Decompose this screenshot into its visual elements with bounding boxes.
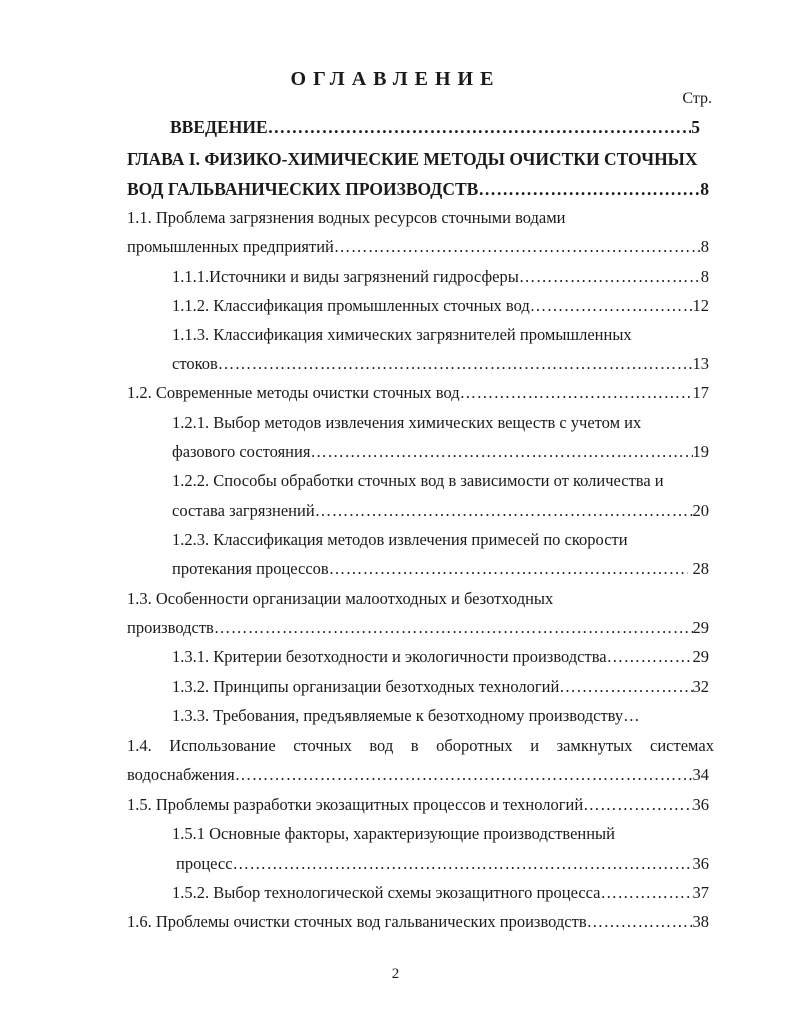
leader-dots [519, 266, 701, 288]
toc-page-number: 32 [692, 677, 709, 696]
toc-entry-text: производств [127, 618, 214, 637]
page-column-label: Стр. [682, 90, 712, 107]
toc-entry-1-1-line-1 [127, 207, 709, 229]
toc-entry-text: стоков [172, 354, 218, 373]
toc-page-number: 12 [692, 296, 709, 315]
toc-entry-1-2 [127, 382, 709, 404]
toc-entry-text: ГЛАВА I. ФИЗИКО-ХИМИЧЕСКИЕ МЕТОДЫ ОЧИСТКИ СТОЧНЫХ [127, 149, 698, 169]
toc-entry-1-1-2 [172, 295, 709, 317]
toc-entry-text: 1.3.2. Принципы организации безотходных технологий [172, 677, 560, 696]
toc-word: вод [369, 736, 394, 755]
toc-entry-text: 1.5.2. Выбор технологической схемы экозащитного процесса [172, 883, 601, 902]
leader-dots [460, 382, 693, 404]
toc-entry-1-6 [127, 911, 709, 933]
toc-entry-1-1-3-line-1 [172, 324, 709, 346]
toc-entry-1-3-3 [172, 705, 709, 727]
toc-page-number: 29 [692, 647, 709, 666]
toc-entry-1-4-line-1 [127, 735, 714, 757]
leader-dots [530, 295, 693, 317]
toc-entry-text: 1.2. Современные методы очистки сточных вод [127, 383, 460, 402]
toc-entry-text: ВОД ГАЛЬВАНИЧЕСКИХ ПРОИЗВОДСТВ [127, 179, 479, 199]
toc-entry-intro [170, 116, 700, 138]
toc-entry-1-3-1 [172, 646, 709, 668]
toc-word: замкнутых [556, 736, 633, 755]
toc-page-number: 37 [692, 883, 709, 902]
toc-page-number: 13 [692, 354, 709, 373]
leader-dots [601, 882, 693, 904]
toc-entry-text: 1.5. Проблемы разработки экозащитных процессов и технологий [127, 795, 584, 814]
page-number: 2 [391, 966, 400, 982]
toc-entry-1-2-2-line-2 [172, 500, 709, 522]
toc-entry-1-5-1-line-2 [176, 853, 709, 875]
leader-dots [334, 236, 701, 258]
toc-entry-text: протекания процессов [172, 559, 329, 578]
leader-dots [478, 178, 700, 200]
toc-entry-text: 1.1.1.Источники и виды загрязнений гидросферы [172, 267, 519, 286]
toc-entry-1-5-1-line-1 [172, 823, 709, 845]
toc-page-number: 8 [700, 179, 709, 199]
toc-entry-text: 1.6. Проблемы очистки сточных вод гальванических производств [127, 912, 587, 931]
toc-entry-text: водоснабжения [127, 765, 235, 784]
toc-entry-1-5-2 [172, 882, 709, 904]
leader-dots [233, 853, 693, 875]
toc-word: Использование [169, 736, 276, 755]
toc-page-number: 19 [692, 442, 709, 461]
toc-entry-1-1-3-line-2 [172, 353, 709, 375]
toc-page-number: 8 [700, 267, 709, 286]
toc-entry-1-1-line-2 [127, 236, 709, 258]
toc-entry-text: ВВЕДЕНИЕ [170, 117, 268, 137]
toc-entry-text: фазового состояния [172, 442, 311, 461]
toc-entry-text: 1.3.3. Требования, предъявляемые к безотходному производству… [172, 706, 640, 725]
toc-entry-text: состава загрязнений [172, 501, 315, 520]
toc-entry-1-3-2 [172, 676, 709, 698]
toc-entry-1-2-1-line-2 [172, 441, 709, 463]
leader-dots [218, 353, 693, 375]
toc-entry-text: 1.1.3. Классификация химических загрязнителей промышленных [172, 325, 632, 344]
leader-dots [607, 646, 693, 668]
page-title: ОГЛАВЛЕНИЕ [290, 68, 501, 90]
toc-entry-1-2-2-line-1 [172, 470, 709, 492]
leader-dots [329, 558, 689, 580]
leader-dots [235, 764, 693, 786]
toc-word: 1.4. [127, 736, 152, 755]
leader-dots [315, 500, 693, 522]
toc-page-number: 29 [692, 618, 709, 637]
toc-entry-text: 1.1. Проблема загрязнения водных ресурсов сточными водами [127, 208, 566, 227]
toc-page-number: 20 [692, 501, 709, 520]
toc-word: системах [650, 736, 714, 755]
leader-dots [587, 911, 693, 933]
toc-page-number: 8 [700, 237, 709, 256]
toc-entry-text: процесс [176, 854, 233, 873]
toc-entry-text: 1.3. Особенности организации малоотходных и безотходных [127, 589, 554, 608]
leader-dots [214, 617, 693, 639]
toc-entry-text: 1.5.1 Основные факторы, характеризующие производственный [172, 824, 615, 843]
toc-entry-text: 1.1.2. Классификация промышленных сточных вод [172, 296, 530, 315]
toc-entry-chapter-1-line-1 [127, 148, 709, 170]
toc-word: и [530, 736, 540, 755]
toc-page-number: 17 [692, 383, 709, 402]
toc-page-number: 5 [691, 117, 700, 137]
toc-entry-text: промышленных предприятий [127, 237, 334, 256]
toc-word: оборотных [436, 736, 513, 755]
toc-entry-text: 1.2.1. Выбор методов извлечения химических веществ с учетом их [172, 413, 642, 432]
toc-word: в [410, 736, 419, 755]
toc-page-number: 34 [692, 765, 709, 784]
toc-entry-1-2-3-line-2 [172, 558, 709, 580]
toc-entry-1-1-1 [172, 266, 709, 288]
toc-entry-chapter-1-line-2 [127, 178, 709, 200]
toc-entry-1-2-1-line-1 [172, 412, 709, 434]
toc-entry-1-3-line-1 [127, 588, 709, 610]
toc-entry-1-4-line-2 [127, 764, 709, 786]
toc-word: сточных [293, 736, 352, 755]
toc-entry-1-3-line-2 [127, 617, 709, 639]
leader-dots [559, 676, 692, 698]
toc-entry-text: 1.2.2. Способы обработки сточных вод в зависимости от количества и [172, 471, 664, 490]
leader-dots [268, 116, 692, 138]
toc-entry-1-2-3-line-1 [172, 529, 709, 551]
toc-page-number: 36 [692, 795, 709, 814]
leader-dots [583, 794, 692, 816]
toc-page-number: 36 [692, 854, 709, 873]
toc-page-number: 28 [688, 559, 709, 578]
toc-entry-1-5 [127, 794, 709, 816]
toc-page-number: 38 [692, 912, 709, 931]
leader-dots [310, 441, 692, 463]
toc-entry-text: 1.3.1. Критерии безотходности и экологичности производства [172, 647, 607, 666]
toc-entry-text: 1.2.3. Классификация методов извлечения примесей по скорости [172, 530, 628, 549]
